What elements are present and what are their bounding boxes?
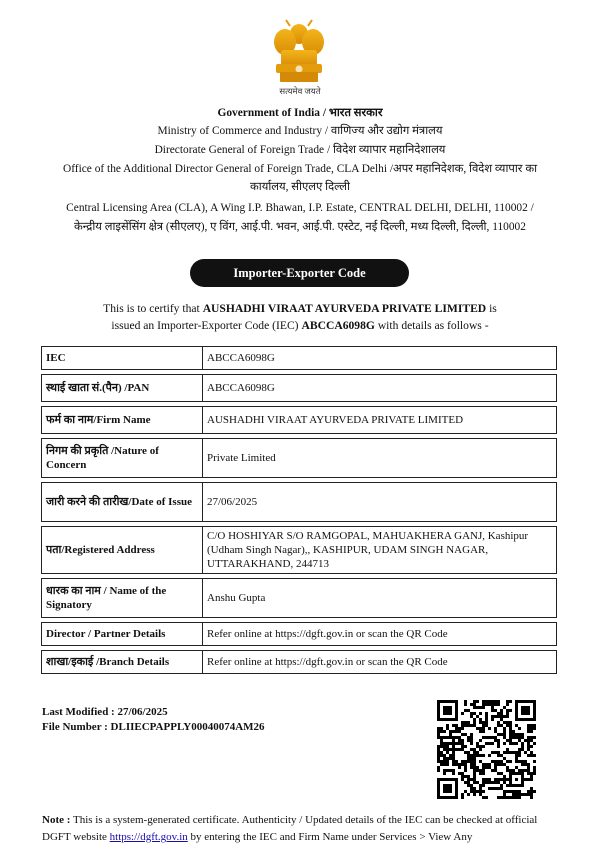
row-label: स्थाई खाता सं.(पैन) /PAN [41, 374, 203, 402]
row-value: C/O HOSHIYAR S/O RAMGOPAL, MAHUAKHERA GANJ, Kashipur (Udham Singh Nagar),, KASHIPUR, UDAM SINGH NAGAR, UTTARAKHAND, 244713 [203, 526, 557, 574]
row-label: धारक का नाम / Name of the Signatory [41, 578, 203, 618]
row-value: Anshu Gupta [203, 578, 557, 618]
certify-line-1 [0, 301, 600, 316]
file-number: File Number : DLIIECPAPPLY00040074AM26 [42, 721, 265, 733]
address-line-1: Central Licensing Area (CLA), A Wing I.P. Bhawan, I.P. Estate, CENTRAL DELHI, DELHI, 110002 / [66, 202, 534, 214]
table-row [41, 622, 557, 646]
footer-note [42, 812, 562, 846]
certify-line2-suffix: with details as follows - [377, 319, 489, 332]
document-title: Importer-Exporter Code [190, 259, 409, 287]
table-row [41, 578, 557, 618]
last-modified: Last Modified : 27/06/2025 [42, 706, 168, 718]
note-label: Note : [42, 814, 71, 826]
table-row [41, 526, 557, 574]
office-line-2: कार्यालय, सीएलए दिल्ली [250, 181, 350, 193]
note-text-2: by entering the IEC and Firm Name under Services > View Any [190, 831, 473, 843]
table-row [41, 406, 557, 434]
row-label: Director / Partner Details [41, 622, 203, 646]
table-row [41, 438, 557, 478]
dgft-link[interactable]: https://dgft.gov.in [109, 831, 188, 843]
row-value: ABCCA6098G [203, 346, 557, 370]
ministry-line: Ministry of Commerce and Industry / वाणिज्य और उद्योग मंत्रालय [157, 125, 443, 137]
government-heading: Government of India / भारत सरकार [217, 107, 383, 119]
table-row [41, 650, 557, 674]
row-label: फर्म का नाम/Firm Name [41, 406, 203, 434]
row-value: Refer online at https://dgft.gov.in or scan the QR Code [203, 622, 557, 646]
certify-line-2 [0, 318, 600, 333]
row-label: निगम की प्रकृति /Nature of Concern [41, 438, 203, 478]
details-table [41, 342, 557, 678]
row-value: 27/06/2025 [203, 482, 557, 522]
office-line-1: Office of the Additional Director General of Foreign Trade, CLA Delhi /अपर महानिदेशक, विदेश व्यापार का [62, 163, 538, 175]
row-label: पता/Registered Address [41, 526, 203, 574]
certify-line2-prefix: issued an Importer-Exporter Code (IEC) [111, 319, 299, 332]
certify-company: AUSHADHI VIRAAT AYURVEDA PRIVATE LIMITED [202, 302, 487, 315]
certify-iec: ABCCA6098G [301, 319, 375, 332]
directorate-line: Directorate General of Foreign Trade / विदेश व्यापार महानिदेशालय [154, 144, 446, 156]
table-row [41, 482, 557, 522]
row-value: AUSHADHI VIRAAT AYURVEDA PRIVATE LIMITED [203, 406, 557, 434]
row-value: Private Limited [203, 438, 557, 478]
emblem-motto: सत्यमेव जयते [279, 86, 321, 96]
qr-code-icon[interactable] [437, 700, 536, 799]
table-row [41, 346, 557, 370]
row-value: Refer online at https://dgft.gov.in or scan the QR Code [203, 650, 557, 674]
row-value: ABCCA6098G [203, 374, 557, 402]
certify-prefix: This is to certify that [103, 302, 200, 315]
row-label: IEC [41, 346, 203, 370]
row-label: जारी करने की तारीख/Date of Issue [41, 482, 203, 522]
certify-suffix: is [489, 302, 497, 315]
address-line-2: केन्द्रीय लाइसेंसिंग क्षेत्र (सीएलए), ए विंग, आई.पी. भवन, आई.पी. एस्टेट, नई दिल्ली, मध्य दिल्ली, दिल्ली, 110002 [74, 221, 526, 233]
row-label: शाखा/इकाई /Branch Details [41, 650, 203, 674]
table-row [41, 374, 557, 402]
note-text-1: This is a system-generated certificate. Authenticity / Updated details of the IEC can be checked at official DGFT website [42, 814, 538, 843]
